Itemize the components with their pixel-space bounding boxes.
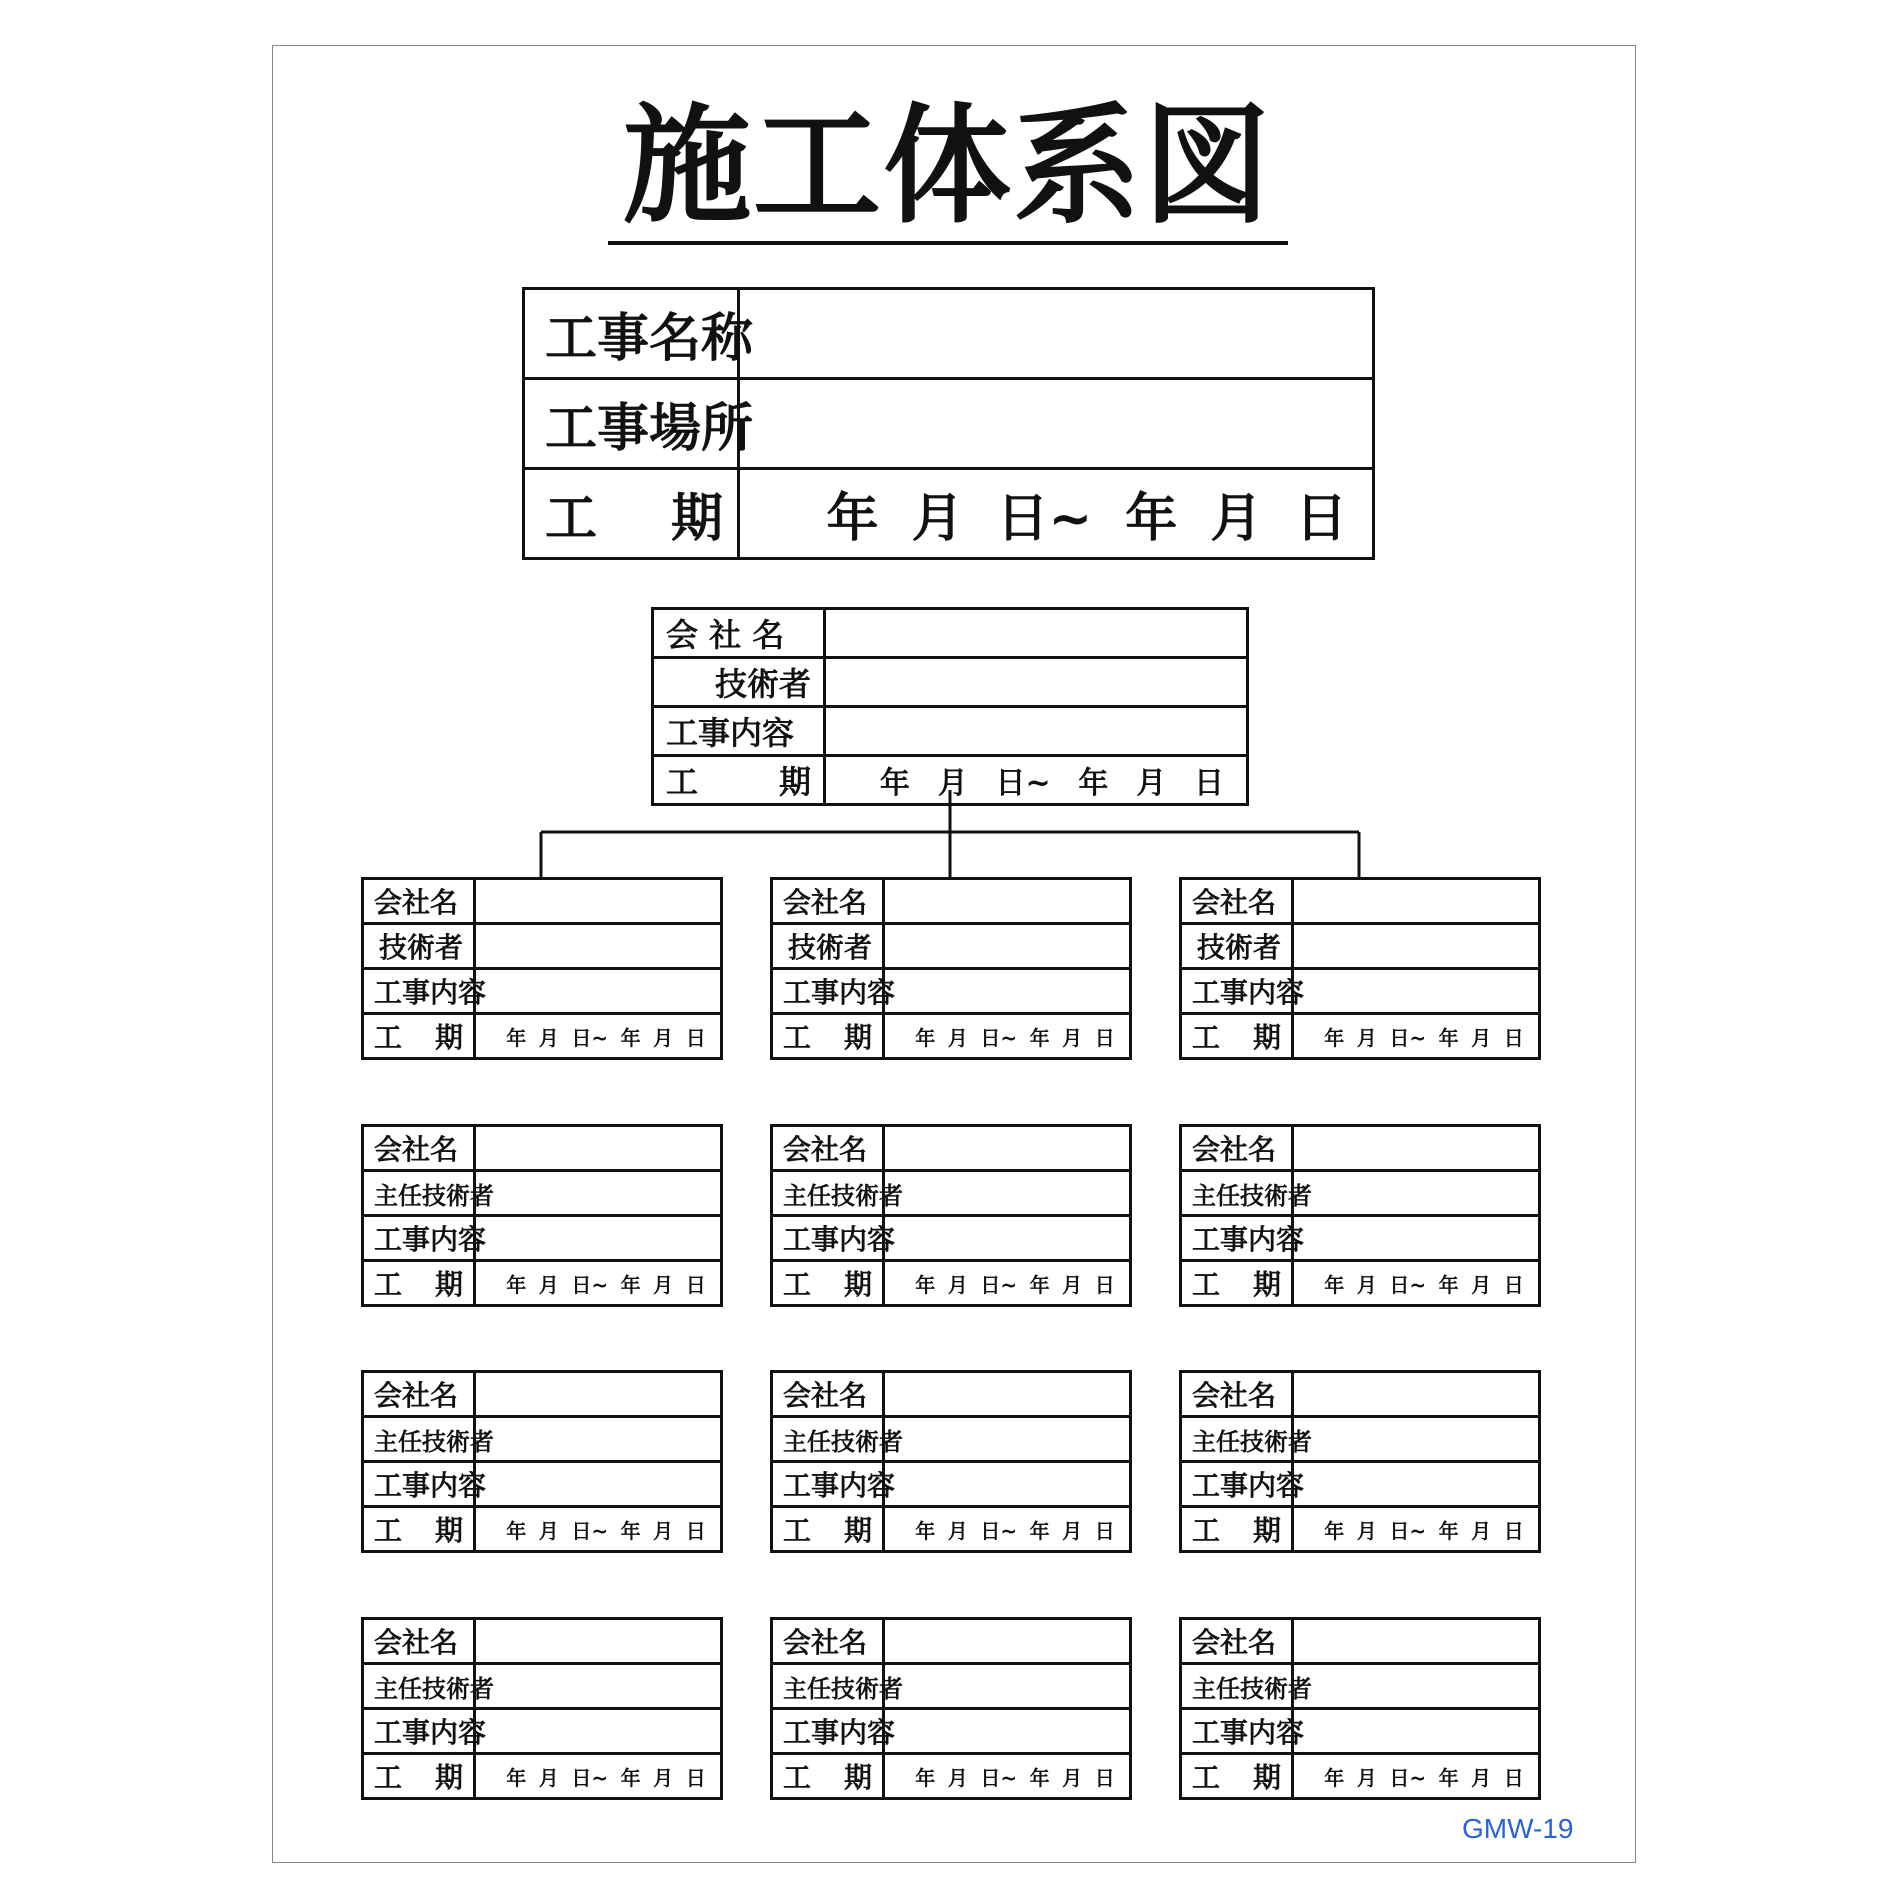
period-day-start: 日~ [571,1272,609,1297]
sub-engineer-row [1181,924,1540,969]
sub-period-label [363,1261,475,1306]
sub-period-label [1181,1754,1293,1799]
sub-period-row [772,1261,1131,1306]
sub-period-row [363,1507,722,1552]
period-day-start: 日~ [980,1025,1018,1050]
period-year-end: 年 [1438,1025,1459,1050]
sub-company-label: 会社名 [363,1619,475,1664]
sub-period-row [363,1754,722,1799]
period-month-start: 月 [538,1025,559,1050]
sub-work-label: 工事内容 [363,1709,475,1754]
period-year-start: 年 [915,1518,936,1543]
period-month-end: 月 [1136,766,1167,801]
period-month-end: 月 [1471,1518,1492,1543]
period-year-end: 年 [1029,1272,1050,1297]
period-month-start: 月 [538,1518,559,1543]
subcontractor-table [361,877,723,1060]
sub-period-label [1181,1507,1293,1552]
sub-work-row [363,1216,722,1261]
sub-engineer-label: 主任技術者 [363,1417,475,1462]
sub-period-label [363,1754,475,1799]
sub-period-label [772,1754,884,1799]
sub-engineer-label: 主任技術者 [772,1171,884,1216]
subcontractor-table [770,1370,1132,1553]
sub-period-label [363,1014,475,1059]
period-label-char-1: 工 [374,1021,403,1054]
sub-work-field[interactable] [884,969,1131,1014]
sub-period-row [772,1754,1131,1799]
sub-engineer-row [772,1664,1131,1709]
sub-company-row [363,1126,722,1171]
sub-period-field[interactable] [1293,1261,1540,1306]
period-month-start: 月 [538,1765,559,1790]
sub-engineer-label: 主任技術者 [363,1664,475,1709]
period-year-end: 年 [620,1272,641,1297]
sub-company-label: 会社名 [772,1619,884,1664]
sub-period-label [1181,1261,1293,1306]
period-month-start: 月 [1356,1025,1377,1050]
prime-engineer-label: 技術者 [653,658,825,707]
period-label-char-2: 期 [434,1021,463,1054]
period-day-end: 日 [1094,1025,1115,1050]
sub-company-label: 会社名 [1181,1126,1293,1171]
period-label-char-2: 期 [1252,1514,1281,1547]
sub-engineer-label: 主任技術者 [772,1664,884,1709]
sub-engineer-row [363,1417,722,1462]
period-year-start: 年 [1324,1518,1345,1543]
sub-work-label: 工事内容 [1181,1709,1293,1754]
period-day-end: 日 [1194,766,1225,801]
period-day-end: 日 [685,1272,706,1297]
sub-company-field[interactable] [475,1372,722,1417]
sub-work-field[interactable] [475,1462,722,1507]
period-month-start: 月 [947,1272,968,1297]
period-day-end: 日 [685,1518,706,1543]
sub-engineer-label: 主任技術者 [1181,1171,1293,1216]
prime-company-label: 会 社 名 [653,609,825,658]
period-label-char-2: 期 [843,1761,872,1794]
period-label-char-2: 期 [1252,1021,1281,1054]
period-month-end: 月 [1471,1765,1492,1790]
subcontractor-table [770,1124,1132,1307]
sub-company-field[interactable] [475,1619,722,1664]
sub-work-row [363,969,722,1014]
period-label-char-1: 工 [374,1268,403,1301]
sub-work-label: 工事内容 [363,1216,475,1261]
sub-work-label: 工事内容 [1181,969,1293,1014]
sub-engineer-field[interactable] [884,924,1131,969]
sub-work-field[interactable] [475,1216,722,1261]
subcontractor-table [361,1124,723,1307]
sub-engineer-row [772,1171,1131,1216]
period-label-char-2: 期 [843,1514,872,1547]
sub-company-row [363,1372,722,1417]
period-day-end: 日 [1503,1272,1524,1297]
sub-work-label: 工事内容 [363,969,475,1014]
sub-company-field[interactable] [475,879,722,924]
sub-work-label: 工事内容 [1181,1216,1293,1261]
sub-engineer-label: 技術者 [772,924,884,969]
period-day-end: 日 [685,1765,706,1790]
period-label-char-1: 工 [1192,1021,1221,1054]
sub-company-label: 会社名 [363,1372,475,1417]
sub-work-row [1181,1709,1540,1754]
sub-period-row [1181,1261,1540,1306]
period-month-start: 月 [937,766,968,801]
period-year-end: 年 [1029,1025,1050,1050]
sub-engineer-label: 主任技術者 [363,1171,475,1216]
period-day-end: 日 [1503,1518,1524,1543]
sub-company-row [363,1619,722,1664]
sub-company-row [1181,1619,1540,1664]
sub-engineer-field[interactable] [884,1664,1131,1709]
period-label-char-1: 工 [1192,1761,1221,1794]
period-day-start: 日~ [996,489,1093,549]
period-label-char-1: 工 [666,763,699,801]
period-label-char-1: 工 [783,1514,812,1547]
period-month-end: 月 [1062,1765,1083,1790]
period-year-start: 年 [1324,1272,1345,1297]
sub-company-field[interactable] [884,1126,1131,1171]
sub-company-field[interactable] [475,1126,722,1171]
period-month-end: 月 [1062,1518,1083,1543]
sub-engineer-field[interactable] [884,1417,1131,1462]
sub-work-field[interactable] [475,1709,722,1754]
period-day-start: 日~ [980,1518,1018,1543]
period-day-end: 日 [1094,1518,1115,1543]
period-label-char-2: 期 [434,1268,463,1301]
period-year-end: 年 [1438,1518,1459,1543]
period-label-char-2: 期 [434,1761,463,1794]
period-label-char-1: 工 [783,1021,812,1054]
sub-work-row [363,1709,722,1754]
period-year-end: 年 [620,1765,641,1790]
product-code: GMW-19 [1462,1813,1574,1844]
period-year-start: 年 [915,1272,936,1297]
period-year-end: 年 [1438,1272,1459,1297]
sub-engineer-row [363,1171,722,1216]
sub-work-row [363,1462,722,1507]
sub-work-label: 工事内容 [772,1709,884,1754]
subcontractor-table [1179,1370,1541,1553]
sub-company-row [363,879,722,924]
sub-company-label: 会社名 [772,879,884,924]
period-year-end: 年 [1078,766,1109,801]
sub-period-row [1181,1507,1540,1552]
sub-work-label: 工事内容 [1181,1462,1293,1507]
period-label-char-1: 工 [374,1514,403,1547]
period-day-end: 日 [1295,489,1348,549]
sub-engineer-field[interactable] [1293,1171,1540,1216]
period-day-start: 日~ [571,1765,609,1790]
sub-engineer-row [363,1664,722,1709]
sub-period-row [772,1014,1131,1059]
sub-period-field[interactable] [1293,1754,1540,1799]
period-label-char-2: 期 [778,763,811,801]
sub-work-field[interactable] [1293,1216,1540,1261]
sub-company-row [772,879,1131,924]
sub-engineer-field[interactable] [884,1171,1131,1216]
period-year-start: 年 [826,489,879,549]
sub-company-row [1181,1126,1540,1171]
sub-engineer-label: 技術者 [1181,924,1293,969]
sub-work-row [772,969,1131,1014]
sub-work-row [1181,1462,1540,1507]
period-day-start: 日~ [1389,1518,1427,1543]
period-day-start: 日~ [980,1765,1018,1790]
period-year-start: 年 [915,1765,936,1790]
period-month-start: 月 [1356,1272,1377,1297]
period-month-end: 月 [653,1765,674,1790]
sub-period-field[interactable] [475,1261,722,1306]
period-month-start: 月 [1356,1518,1377,1543]
sub-company-field[interactable] [1293,1126,1540,1171]
sub-work-field[interactable] [884,1462,1131,1507]
subcontractor-table [770,877,1132,1060]
period-month-end: 月 [1471,1272,1492,1297]
sub-engineer-row [772,1417,1131,1462]
period-year-start: 年 [506,1025,527,1050]
period-day-end: 日 [1503,1025,1524,1050]
period-year-end: 年 [620,1518,641,1543]
sub-company-label: 会社名 [1181,879,1293,924]
sub-period-field[interactable] [1293,1014,1540,1059]
sub-period-row [772,1507,1131,1552]
period-month-end: 月 [653,1518,674,1543]
sub-period-field[interactable] [884,1261,1131,1306]
sub-period-field[interactable] [475,1507,722,1552]
sub-period-field[interactable] [884,1507,1131,1552]
sub-engineer-field[interactable] [1293,924,1540,969]
period-month-start: 月 [911,489,964,549]
period-day-start: 日~ [571,1025,609,1050]
sub-work-field[interactable] [884,1709,1131,1754]
sub-engineer-label: 主任技術者 [772,1417,884,1462]
sub-period-field[interactable] [475,1754,722,1799]
period-year-end: 年 [1029,1518,1050,1543]
sub-period-row [1181,1754,1540,1799]
period-month-start: 月 [947,1518,968,1543]
sub-company-label: 会社名 [363,1126,475,1171]
period-month-start: 月 [1356,1765,1377,1790]
sub-company-field[interactable] [1293,1619,1540,1664]
period-month-end: 月 [1210,489,1263,549]
period-day-end: 日 [685,1025,706,1050]
sub-period-label [363,1507,475,1552]
sub-work-label: 工事内容 [363,1462,475,1507]
sub-period-field[interactable] [884,1014,1131,1059]
sub-period-label [772,1507,884,1552]
sub-company-label: 会社名 [772,1372,884,1417]
period-label-char-2: 期 [843,1021,872,1054]
period-year-end: 年 [1438,1765,1459,1790]
sub-engineer-row [1181,1664,1540,1709]
period-year-start: 年 [879,766,910,801]
project-place-label: 工事場所 [524,379,739,469]
sub-engineer-row [363,924,722,969]
period-year-start: 年 [1324,1025,1345,1050]
sub-company-row [1181,879,1540,924]
sub-period-label [1181,1014,1293,1059]
subcontractor-table [361,1370,723,1553]
sub-engineer-label: 主任技術者 [1181,1417,1293,1462]
sub-work-label: 工事内容 [772,969,884,1014]
period-year-start: 年 [506,1765,527,1790]
period-year-start: 年 [506,1272,527,1297]
sub-work-field[interactable] [475,969,722,1014]
period-label-char-1: 工 [783,1268,812,1301]
period-label-char-1: 工 [1192,1514,1221,1547]
sub-engineer-field[interactable] [475,1664,722,1709]
sub-company-field[interactable] [884,1619,1131,1664]
sub-work-field[interactable] [1293,969,1540,1014]
subcontractor-table [1179,1124,1541,1307]
sub-company-label: 会社名 [1181,1619,1293,1664]
period-label-char-1: 工 [545,489,598,549]
sub-engineer-row [772,924,1131,969]
period-day-end: 日 [1503,1765,1524,1790]
period-month-end: 月 [1062,1025,1083,1050]
sub-company-row [772,1619,1131,1664]
period-month-end: 月 [1471,1025,1492,1050]
period-label-char-1: 工 [1192,1268,1221,1301]
sub-engineer-label: 主任技術者 [1181,1664,1293,1709]
period-month-end: 月 [653,1272,674,1297]
sub-engineer-field[interactable] [1293,1417,1540,1462]
sub-company-row [1181,1372,1540,1417]
period-day-start: 日~ [1389,1025,1427,1050]
period-day-start: 日~ [571,1518,609,1543]
sub-work-row [772,1709,1131,1754]
subcontractor-table [770,1617,1132,1800]
period-day-start: 日~ [995,766,1051,801]
period-month-start: 月 [947,1765,968,1790]
prime-work-label: 工事内容 [653,707,825,756]
sub-company-row [772,1126,1131,1171]
sub-company-label: 会社名 [1181,1372,1293,1417]
page-title: 施工体系図 [622,92,1273,241]
period-label-char-2: 期 [434,1514,463,1547]
period-day-start: 日~ [1389,1272,1427,1297]
period-year-start: 年 [915,1025,936,1050]
sub-work-row [772,1462,1131,1507]
sub-work-field[interactable] [1293,1709,1540,1754]
sub-company-row [772,1372,1131,1417]
subcontractor-table [1179,877,1541,1060]
sub-period-label [772,1014,884,1059]
period-label-char-2: 期 [670,489,723,549]
period-year-end: 年 [1125,489,1178,549]
sub-engineer-field[interactable] [475,1171,722,1216]
sub-company-label: 会社名 [772,1126,884,1171]
sub-engineer-field[interactable] [475,924,722,969]
sub-period-field[interactable] [1293,1507,1540,1552]
sub-company-label: 会社名 [363,879,475,924]
sub-engineer-field[interactable] [475,1417,722,1462]
period-label-char-2: 期 [1252,1761,1281,1794]
sub-work-field[interactable] [884,1216,1131,1261]
sub-work-row [1181,1216,1540,1261]
sub-period-label [772,1261,884,1306]
subcontractor-table [361,1617,723,1800]
sub-work-row [1181,969,1540,1014]
sub-company-field[interactable] [1293,879,1540,924]
period-label-char-1: 工 [783,1761,812,1794]
period-day-start: 日~ [980,1272,1018,1297]
period-day-start: 日~ [1389,1765,1427,1790]
period-month-end: 月 [1062,1272,1083,1297]
sub-period-row [363,1261,722,1306]
period-day-end: 日 [1094,1272,1115,1297]
sub-period-field[interactable] [884,1754,1131,1799]
subcontractor-table [1179,1617,1541,1800]
sub-work-field[interactable] [1293,1462,1540,1507]
sub-company-field[interactable] [884,1372,1131,1417]
sub-work-row [772,1216,1131,1261]
sub-engineer-label: 技術者 [363,924,475,969]
period-day-end: 日 [1094,1765,1115,1790]
sub-company-field[interactable] [1293,1372,1540,1417]
period-year-start: 年 [506,1518,527,1543]
project-name-label: 工事名称 [524,289,739,379]
period-month-start: 月 [947,1025,968,1050]
sub-engineer-field[interactable] [1293,1664,1540,1709]
sub-work-label: 工事内容 [772,1462,884,1507]
period-year-start: 年 [1324,1765,1345,1790]
sub-engineer-row [1181,1417,1540,1462]
sub-engineer-row [1181,1171,1540,1216]
period-label-char-2: 期 [843,1268,872,1301]
sub-company-field[interactable] [884,879,1131,924]
sub-period-row [363,1014,722,1059]
period-month-start: 月 [538,1272,559,1297]
period-label-char-2: 期 [1252,1268,1281,1301]
period-month-end: 月 [653,1025,674,1050]
period-year-end: 年 [620,1025,641,1050]
sub-work-label: 工事内容 [772,1216,884,1261]
period-label-char-1: 工 [374,1761,403,1794]
sub-period-row [1181,1014,1540,1059]
period-year-end: 年 [1029,1765,1050,1790]
sub-period-field[interactable] [475,1014,722,1059]
